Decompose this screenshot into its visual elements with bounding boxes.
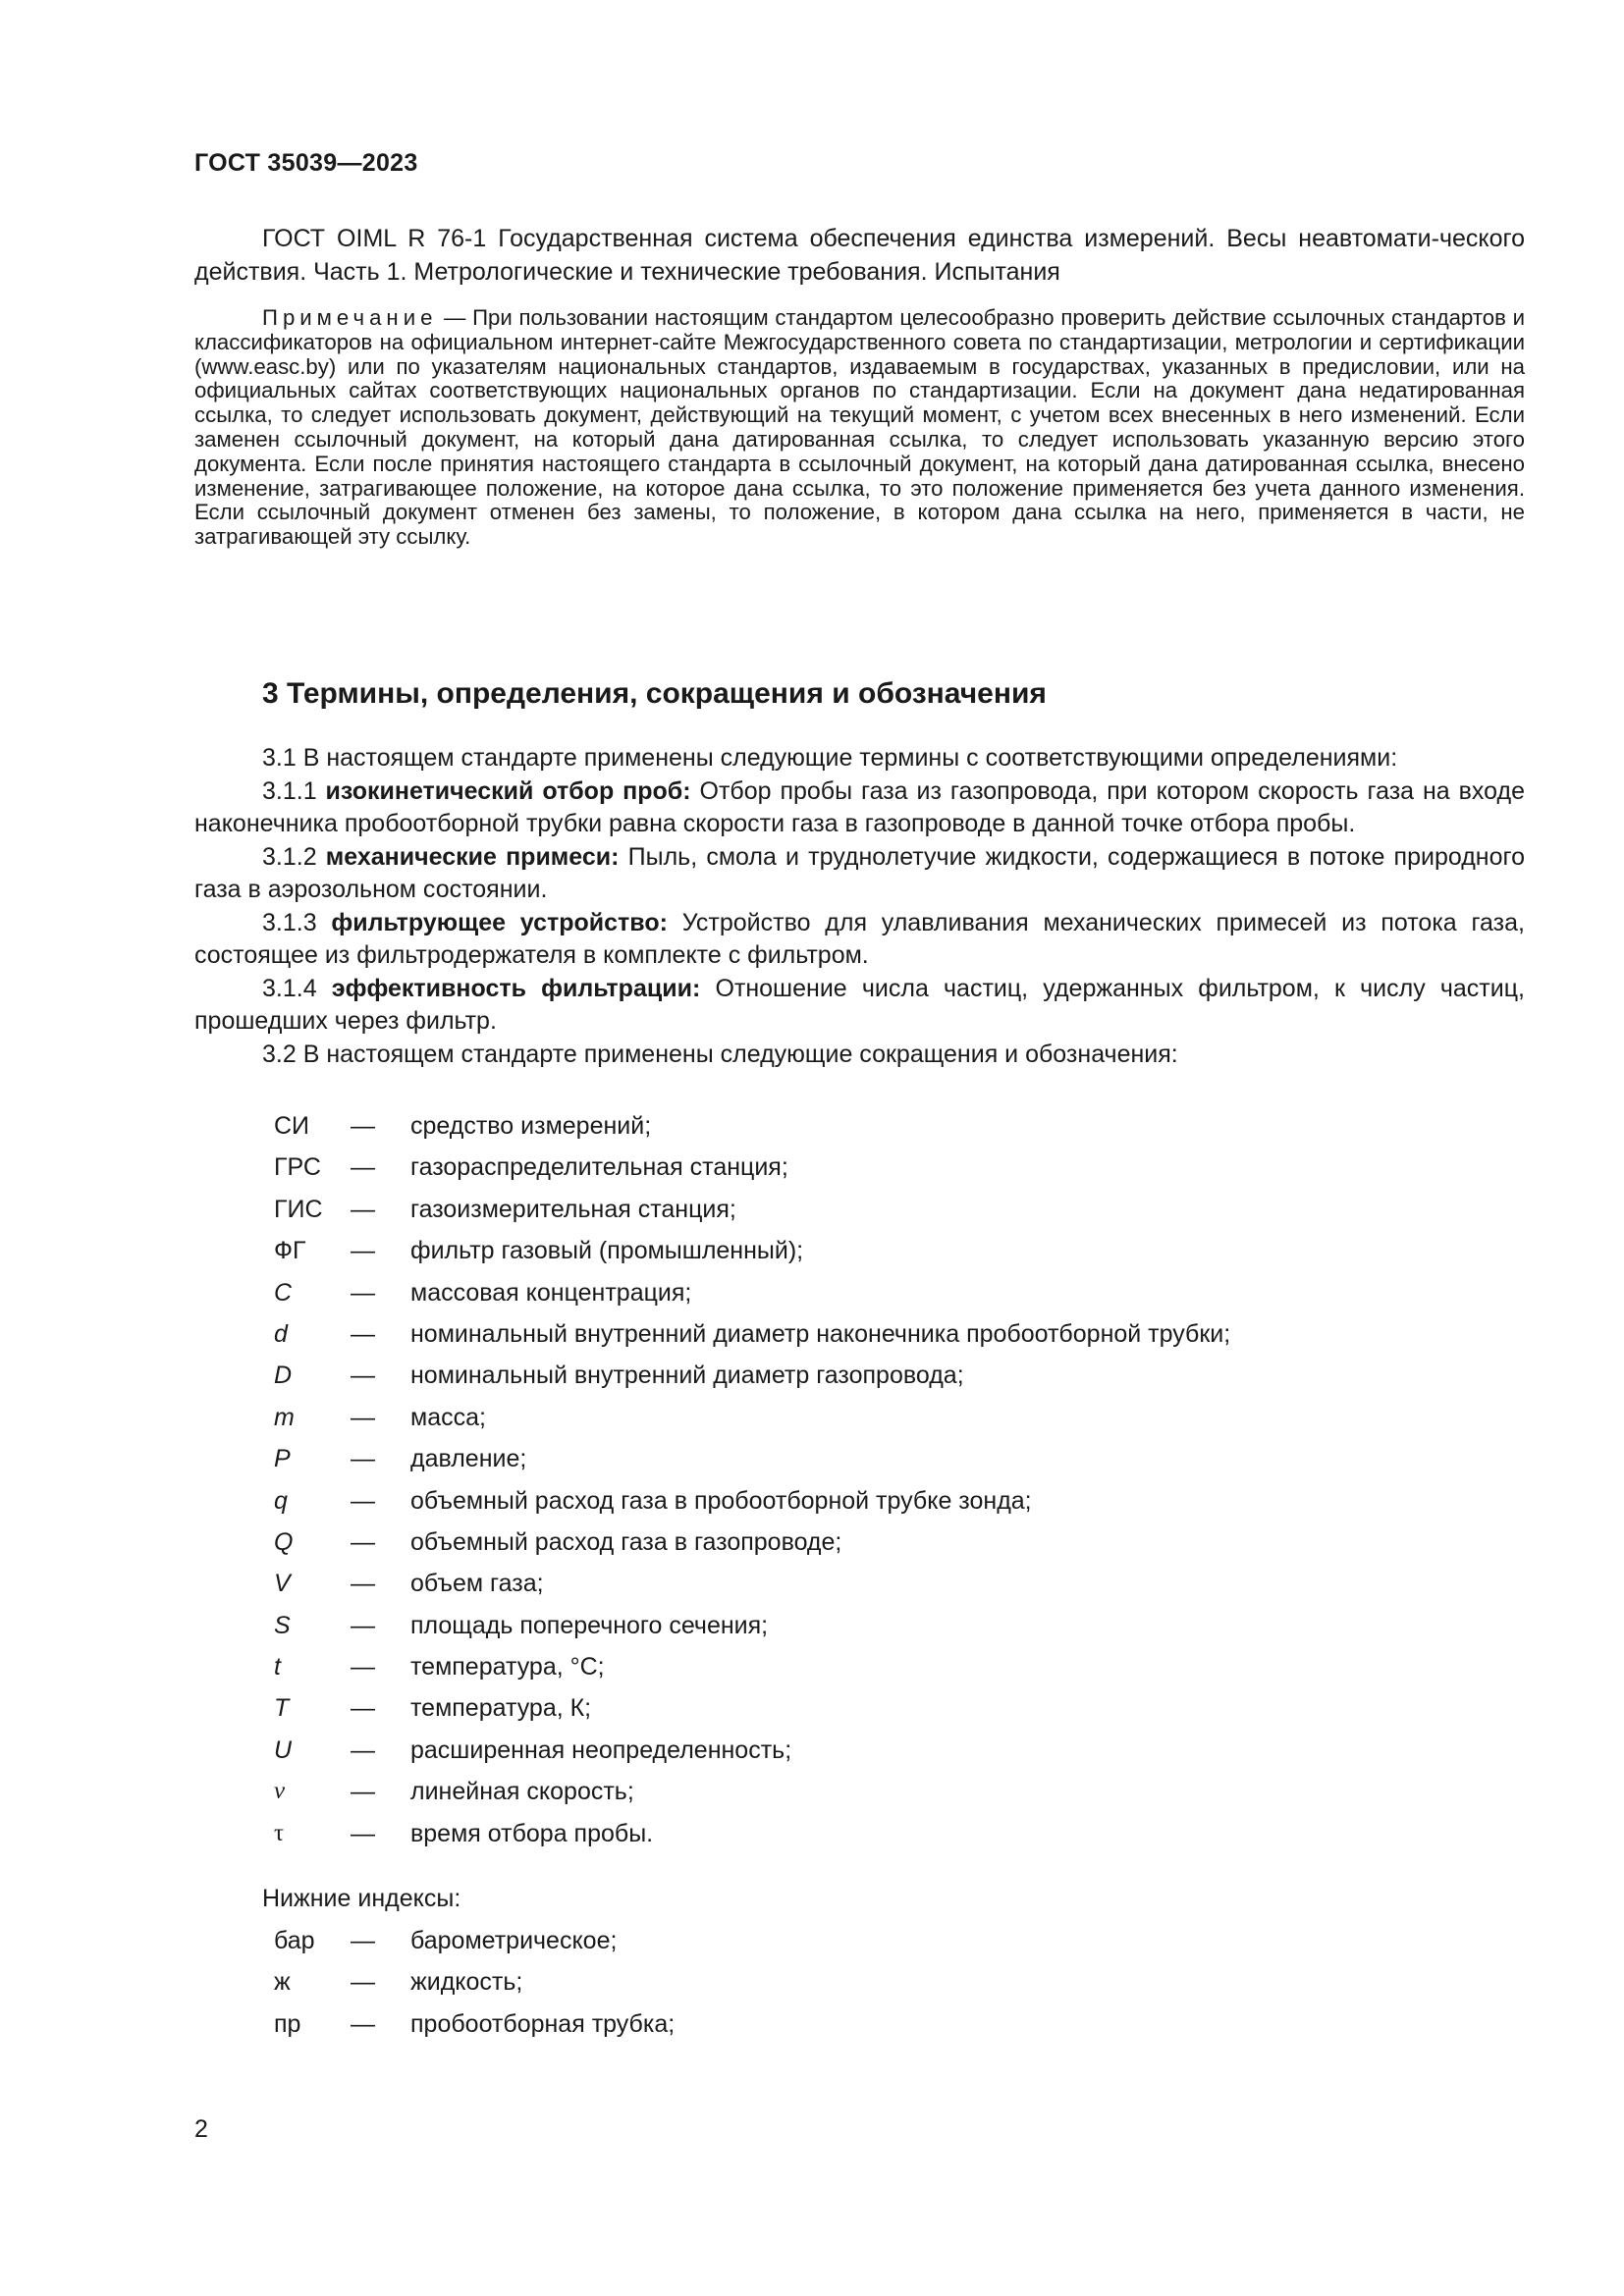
dash: — <box>351 1653 375 1682</box>
note-label: Примечание <box>262 305 438 330</box>
list-item <box>274 1730 1230 1771</box>
paragraph-3-1: 3.1 В настоящем стандарте применены следующие термины с соответствующими определениями: <box>262 744 1398 772</box>
abbr-description: номинальный внутренний диаметр наконечника пробоотборной трубки; <box>410 1319 1231 1348</box>
abbr-description: линейная скорость; <box>410 1778 634 1806</box>
term-number: 3.1.2 <box>262 842 326 871</box>
terms-block <box>194 742 1525 1071</box>
list-item <box>274 1105 1230 1147</box>
abbr-symbol: T <box>274 1694 290 1723</box>
list-item <box>274 1230 1230 1271</box>
dash: — <box>351 1527 375 1556</box>
list-item <box>274 1189 1230 1230</box>
note-block <box>194 306 1525 550</box>
abbr-description: давление; <box>410 1445 527 1473</box>
abbr-description: масса; <box>410 1403 486 1431</box>
abbr-description: объем газа; <box>410 1570 544 1598</box>
dash: — <box>351 1445 375 1473</box>
dash: — <box>351 1403 375 1431</box>
abbr-symbol: ФГ <box>274 1237 306 1265</box>
dash: — <box>351 1927 375 1954</box>
list-item <box>274 1438 1230 1479</box>
list-item <box>274 1522 1230 1563</box>
term-number: 3.1.3 <box>262 908 332 936</box>
term-definition: Устройство для улавливания механических примесей из потока газа, состоящее из фильтродержателя в комплекте с фильтром. <box>194 908 1525 969</box>
list-item <box>274 1397 1230 1438</box>
subscripts-list <box>274 1920 675 2045</box>
abbr-symbol: ГИС <box>274 1195 323 1223</box>
term-number: 3.1.4 <box>262 974 332 1002</box>
dash: — <box>351 1778 375 1806</box>
dash: — <box>351 1278 375 1307</box>
abbr-description: площадь поперечного сечения; <box>410 1611 769 1639</box>
dash: — <box>351 1237 375 1265</box>
term-definition: Пыль, смола и труднолетучие жидкости, содержащиеся в потоке природного газа в аэрозольном состоянии. <box>194 842 1525 903</box>
list-item <box>274 1147 1230 1188</box>
list-item <box>274 1480 1230 1522</box>
dash: — <box>351 1195 375 1223</box>
list-item <box>274 2003 675 2045</box>
subscript-description: пробоотборная трубка; <box>410 2009 676 2038</box>
dash: — <box>351 1570 375 1598</box>
subscripts-title: Нижние индексы: <box>262 1885 461 1912</box>
abbr-symbol: ГРС <box>274 1153 321 1182</box>
term-3-1-3 <box>194 907 1525 973</box>
abbr-symbol: Q <box>274 1527 294 1556</box>
abbr-description: номинальный внутренний диаметр газопровода; <box>410 1362 964 1390</box>
paragraph-3-2: 3.2 В настоящем стандарте применены следующие сокращения и обозначения: <box>262 1040 1178 1068</box>
dash: — <box>351 1362 375 1390</box>
dash: — <box>351 1968 375 1997</box>
list-item <box>274 1646 1230 1687</box>
abbr-description: температура, °С; <box>410 1653 605 1682</box>
term-name: эффективность фильтрации: <box>331 974 701 1002</box>
term-name: изокинетический отбор проб: <box>325 776 691 805</box>
section-title: 3 Термины, определения, сокращения и обозначения <box>262 677 1047 710</box>
list-item <box>274 1920 675 1961</box>
subscript-symbol: ж <box>274 1968 291 1997</box>
list-item <box>274 1313 1230 1355</box>
abbr-description: массовая концентрация; <box>410 1278 692 1307</box>
abbr-symbol: U <box>274 1735 293 1764</box>
dash: — <box>351 1112 375 1140</box>
term-3-1-2 <box>194 841 1525 907</box>
list-item <box>274 1355 1230 1396</box>
abbr-description: температура, К; <box>410 1694 592 1723</box>
abbr-description: объемный расход газа в пробоотборной трубке зонда; <box>410 1486 1032 1515</box>
abbr-symbol: D <box>274 1362 293 1390</box>
dash: — <box>351 1486 375 1515</box>
abbr-description: газоизмерительная станция; <box>410 1195 736 1223</box>
list-item <box>274 1687 1230 1729</box>
term-3-1-1 <box>194 775 1525 841</box>
term-definition: Отбор пробы газа из газопровода, при котором скорость газа на входе наконечника пробоотборной трубки равна скорости газа в газопроводе в данной точке отбора пробы. <box>194 776 1525 837</box>
abbr-description: средство измерений; <box>410 1112 652 1140</box>
term-number: 3.1.1 <box>262 776 326 805</box>
abbr-description: время отбора пробы. <box>410 1819 654 1847</box>
term-3-1-4 <box>194 973 1525 1039</box>
dash: — <box>351 2009 375 2038</box>
abbr-description: расширенная неопределенность; <box>410 1735 792 1764</box>
abbr-symbol: d <box>274 1319 288 1348</box>
abbr-description: фильтр газовый (промышленный); <box>410 1237 804 1265</box>
abbr-symbol: t <box>274 1653 281 1682</box>
reference-entry: ГОСТ OIML R 76-1 Государственная система обеспечения единства измерений. Весы неавтомати-ческого действия. Часть 1. Метрологические и технические требования. Испытания <box>194 225 1525 286</box>
abbr-description: объемный расход газа в газопроводе; <box>410 1527 842 1556</box>
dash: — <box>351 1319 375 1348</box>
subscript-description: жидкость; <box>410 1968 523 1997</box>
subscript-symbol: пр <box>274 2009 301 2038</box>
abbr-symbol: V <box>274 1570 291 1598</box>
list-item <box>274 1813 1230 1854</box>
dash: — <box>351 1153 375 1182</box>
term-name: механические примеси: <box>325 842 620 871</box>
dash: — <box>351 1694 375 1723</box>
list-item <box>274 1771 1230 1812</box>
abbreviations-list <box>274 1105 1230 1854</box>
dash: — <box>351 1819 375 1847</box>
subscript-symbol: бар <box>274 1927 315 1954</box>
list-item <box>274 1563 1230 1604</box>
abbr-symbol: СИ <box>274 1112 310 1140</box>
list-item <box>274 1272 1230 1313</box>
abbr-symbol: m <box>274 1403 295 1431</box>
page-number: 2 <box>194 2115 208 2143</box>
abbr-symbol: τ <box>274 1819 285 1846</box>
abbr-symbol: C <box>274 1278 293 1307</box>
document-header: ГОСТ 35039—2023 <box>194 149 418 177</box>
note-text: — При пользовании настоящим стандартом целесообразно проверить действие ссылочных стандартов и классификаторов на официальном интернет-сайте Межгосударственного совета по стандартизации, метрологии и сертификации (www.easc.by) или по указателям национальных стандартов, издаваемым в государствах, указанных в предисловии, или на официальных сайтах соответствующих национальных органов по стандартизации. Если на документ дана недатированная ссылка, то следует использовать документ, действующий на текущий момент, с учетом всех внесенных в него изменений. Если заменен ссылочный документ, на который дана датированная ссылка, то следует использовать указанную версию этого документа. Если после принятия настоящего стандарта в ссылочный документ, на который дана датированная ссылка, внесено изменение, затрагивающее положение, на которое дана ссылка, то это положение применяется без учета данного изменения. Если ссылочный документ отменен без замены, то положение, в котором дана ссылка на него, применяется в части, не затрагивающей эту ссылку. <box>194 305 1525 550</box>
abbr-symbol: P <box>274 1445 291 1473</box>
term-definition: Отношение числа частиц, удержанных фильтром, к числу частиц, прошедших через фильтр. <box>194 974 1525 1035</box>
dash: — <box>351 1735 375 1764</box>
abbr-symbol: q <box>274 1486 288 1515</box>
dash: — <box>351 1611 375 1639</box>
list-item <box>274 1961 675 2002</box>
term-name: фильтрующее устройство: <box>331 908 668 936</box>
abbr-symbol: S <box>274 1611 291 1639</box>
subscript-description: барометрическое; <box>410 1927 618 1954</box>
list-item <box>274 1605 1230 1646</box>
abbr-description: газораспределительная станция; <box>410 1153 788 1182</box>
abbr-symbol: ν <box>274 1778 286 1805</box>
